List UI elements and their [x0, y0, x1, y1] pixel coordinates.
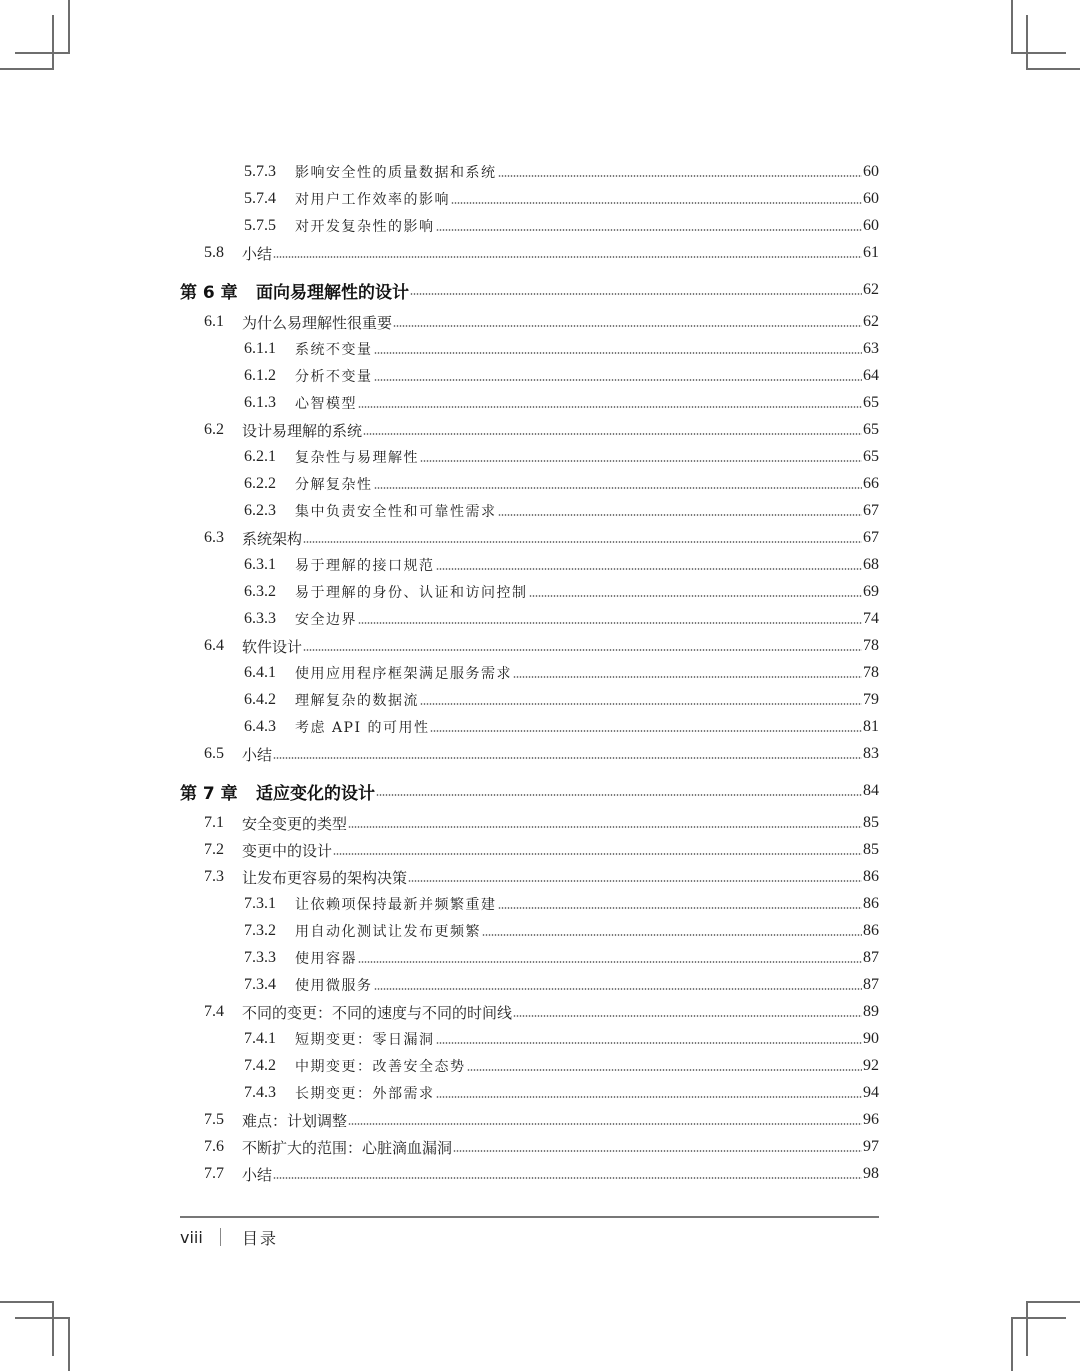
- toc-entry-number: 6.3.2: [244, 583, 276, 600]
- toc-entry-number: 6.1: [204, 313, 224, 330]
- toc-entry-title: 长期变更：外部需求: [295, 1086, 435, 1102]
- toc-entry-title: 集中负责安全性和可靠性需求: [295, 504, 497, 520]
- toc-entry-title: 软件设计: [242, 637, 303, 656]
- dot-leader: [273, 757, 862, 759]
- dot-leader: [436, 1042, 863, 1044]
- toc-entry-page-number: 62: [863, 313, 879, 330]
- dot-leader: [420, 703, 862, 705]
- toc-entry-page-number: 86: [863, 922, 879, 939]
- toc-entry-6.2[interactable]: [180, 417, 879, 443]
- toc-entry-page-number: 79: [863, 691, 879, 708]
- dot-leader: [273, 256, 862, 258]
- toc-entry-title: 考虑 API 的可用性: [295, 720, 430, 736]
- toc-entry-6.3.1[interactable]: [180, 552, 879, 578]
- dot-leader: [436, 568, 863, 570]
- dot-leader: [436, 229, 863, 231]
- toc-entry-7.7[interactable]: [180, 1161, 879, 1187]
- dot-leader: [348, 1123, 862, 1125]
- toc-entry-title: 安全边界: [295, 612, 357, 628]
- dot-leader: [363, 433, 862, 435]
- toc-entry-title: 对用户工作效率的影响: [295, 192, 450, 208]
- toc-entry-title: 分解复杂性: [295, 477, 373, 493]
- toc-entry-6.4[interactable]: [180, 633, 879, 659]
- toc-entry-7.2[interactable]: [180, 837, 879, 863]
- toc-entry-title: 为什么易理解性很重要: [242, 313, 393, 332]
- toc-entry-title: 心智模型: [295, 396, 357, 412]
- toc-entry-number: 7.4.3: [244, 1084, 276, 1101]
- toc-entry-page-number: 65: [863, 448, 879, 465]
- toc-entry-6.3.3[interactable]: [180, 606, 879, 632]
- toc-entry-7.3[interactable]: [180, 864, 879, 890]
- toc-entry-page-number: 86: [863, 895, 879, 912]
- toc-entry-ch6[interactable]: [180, 276, 879, 304]
- toc-entry-page-number: 66: [863, 475, 879, 492]
- toc-entry-page-number: 65: [863, 421, 879, 438]
- dot-leader: [513, 676, 862, 678]
- toc-entry-page-number: 64: [863, 367, 879, 384]
- dot-leader: [513, 1015, 862, 1017]
- toc-entry-page-number: 68: [863, 556, 879, 573]
- toc-entry-page-number: 61: [863, 244, 879, 261]
- toc-entry-title: 小结: [242, 1165, 273, 1184]
- toc-entry-page-number: 89: [863, 1003, 879, 1020]
- toc-entry-number: 7.3.1: [244, 895, 276, 912]
- toc-entry-number: 7.3.2: [244, 922, 276, 939]
- dot-leader: [303, 541, 862, 543]
- toc-entry-page-number: 74: [863, 610, 879, 627]
- toc-entry-title: 短期变更：零日漏洞: [295, 1032, 435, 1048]
- toc-entry-7.3.3[interactable]: [180, 945, 879, 971]
- dot-leader: [374, 352, 863, 354]
- toc-entry-page-number: 65: [863, 394, 879, 411]
- toc-entry-7.6[interactable]: [180, 1134, 879, 1160]
- toc-entry-number: 6.2.3: [244, 502, 276, 519]
- toc-entry-6.3[interactable]: [180, 525, 879, 551]
- dot-leader: [498, 175, 863, 177]
- dot-leader: [410, 293, 862, 295]
- toc-entry-title: 理解复杂的数据流: [295, 693, 419, 709]
- toc-entry-page-number: 67: [863, 529, 879, 546]
- toc-entry-number: 第 7 章: [180, 783, 238, 804]
- dot-leader: [420, 460, 862, 462]
- toc-entry-title: 易于理解的身份、认证和访问控制: [295, 585, 528, 601]
- toc-entry-page-number: 84: [863, 782, 879, 799]
- toc-entry-page-number: 63: [863, 340, 879, 357]
- toc-entry-title: 易于理解的接口规范: [295, 558, 435, 574]
- toc-entry-number: 5.8: [204, 244, 224, 261]
- toc-entry-page-number: 96: [863, 1111, 879, 1128]
- toc-entry-7.1[interactable]: [180, 810, 879, 836]
- toc-entry-7.4[interactable]: [180, 999, 879, 1025]
- toc-entry-title: 设计易理解的系统: [242, 421, 363, 440]
- dot-leader: [348, 826, 862, 828]
- toc-entry-6.4.3[interactable]: [180, 714, 879, 740]
- dot-leader: [498, 907, 863, 909]
- page-folio: viii: [180, 1227, 203, 1247]
- dot-leader: [393, 325, 862, 327]
- toc-entry-number: 6.5: [204, 745, 224, 762]
- toc-entry-number: 5.7.5: [244, 217, 276, 234]
- toc-entry-6.4.1[interactable]: [180, 660, 879, 686]
- toc-entry-number: 7.7: [204, 1165, 224, 1182]
- dot-leader: [436, 1096, 863, 1098]
- toc-entry-number: 6.2.1: [244, 448, 276, 465]
- toc-entry-title: 小结: [242, 745, 273, 764]
- toc-entry-5.7.4[interactable]: [180, 186, 879, 212]
- toc-entry-6.2.1[interactable]: [180, 444, 879, 470]
- toc-entry-title: 小结: [242, 244, 273, 263]
- toc-entry-page-number: 67: [863, 502, 879, 519]
- toc-entry-6.4.2[interactable]: [180, 687, 879, 713]
- toc-entry-7.4.2[interactable]: [180, 1053, 879, 1079]
- toc-entry-page-number: 83: [863, 745, 879, 762]
- toc-entry-title: 用自动化测试让发布更频繁: [295, 924, 481, 940]
- toc-entry-title: 不同的变更：不同的速度与不同的时间线: [242, 1003, 513, 1022]
- toc-entry-page-number: 85: [863, 841, 879, 858]
- toc-entry-page-number: 97: [863, 1138, 879, 1155]
- dot-leader: [529, 595, 863, 597]
- toc-entry-6.1[interactable]: [180, 309, 879, 335]
- toc-entry-number: 7.1: [204, 814, 224, 831]
- toc-entry-title: 复杂性与易理解性: [295, 450, 419, 466]
- toc-entry-page-number: 69: [863, 583, 879, 600]
- toc-entry-number: 6.3.3: [244, 610, 276, 627]
- toc-entry-title: 难点：计划调整: [242, 1111, 348, 1130]
- toc-entry-page-number: 85: [863, 814, 879, 831]
- toc-entry-6.2.2[interactable]: [180, 471, 879, 497]
- toc-entry-7.4.3[interactable]: [180, 1080, 879, 1106]
- toc-entry-title: 不断扩大的范围：心脏滴血漏洞: [242, 1138, 453, 1157]
- toc-entry-title: 系统架构: [242, 529, 303, 548]
- toc-entry-page-number: 60: [863, 217, 879, 234]
- toc-entry-number: 7.5: [204, 1111, 224, 1128]
- page-footer: [180, 1226, 278, 1248]
- toc-entry-5.7.3[interactable]: [180, 159, 879, 185]
- dot-leader: [376, 794, 862, 796]
- toc-entry-number: 7.3: [204, 868, 224, 885]
- dot-leader: [333, 853, 862, 855]
- toc-entry-6.2.3[interactable]: [180, 498, 879, 524]
- toc-entry-number: 6.1.3: [244, 394, 276, 411]
- toc-entry-7.3.4[interactable]: [180, 972, 879, 998]
- toc-entry-6.5[interactable]: [180, 741, 879, 767]
- toc-entry-6.1.1[interactable]: [180, 336, 879, 362]
- dot-leader: [374, 379, 863, 381]
- toc-entry-title: 对开发复杂性的影响: [295, 219, 435, 235]
- toc-entry-title: 适应变化的设计: [256, 783, 375, 804]
- footer-separator: [220, 1228, 221, 1246]
- toc-entry-title: 安全变更的类型: [242, 814, 348, 833]
- toc-entry-title: 影响安全性的质量数据和系统: [295, 165, 497, 181]
- dot-leader: [482, 934, 862, 936]
- toc-entry-number: 6.1.1: [244, 340, 276, 357]
- toc-entry-title: 让依赖项保持最新并频繁重建: [295, 897, 497, 913]
- toc-entry-page-number: 98: [863, 1165, 879, 1182]
- footer-rule: [180, 1216, 879, 1218]
- toc-entry-page-number: 60: [863, 163, 879, 180]
- toc-entry-number: 6.2: [204, 421, 224, 438]
- toc-entry-page-number: 90: [863, 1030, 879, 1047]
- toc-entry-number: 6.4: [204, 637, 224, 654]
- toc-entry-number: 6.2.2: [244, 475, 276, 492]
- toc-entry-number: 6.4.1: [244, 664, 276, 681]
- dot-leader: [358, 406, 862, 408]
- dot-leader: [303, 649, 862, 651]
- toc-entry-number: 7.4.1: [244, 1030, 276, 1047]
- toc-entry-number: 7.4: [204, 1003, 224, 1020]
- toc-entry-number: 6.3.1: [244, 556, 276, 573]
- dot-leader: [358, 622, 862, 624]
- toc-entry-number: 7.6: [204, 1138, 224, 1155]
- toc-entry-title: 使用应用程序框架满足服务需求: [295, 666, 512, 682]
- toc-entry-page-number: 81: [863, 718, 879, 735]
- dot-leader: [374, 487, 863, 489]
- dot-leader: [453, 1150, 862, 1152]
- toc-entry-page-number: 60: [863, 190, 879, 207]
- toc-entry-number: 7.3.3: [244, 949, 276, 966]
- toc-entry-page-number: 62: [863, 281, 879, 298]
- toc-entry-number: 5.7.4: [244, 190, 276, 207]
- toc-entry-7.4.1[interactable]: [180, 1026, 879, 1052]
- toc-entry-page-number: 87: [863, 976, 879, 993]
- toc-entry-6.1.2[interactable]: [180, 363, 879, 389]
- toc-entry-ch7[interactable]: [180, 777, 879, 805]
- toc-entry-page-number: 86: [863, 868, 879, 885]
- toc-entry-7.3.1[interactable]: [180, 891, 879, 917]
- toc-entry-title: 面向易理解性的设计: [256, 282, 409, 303]
- toc-entry-title: 让发布更容易的架构决策: [242, 868, 408, 887]
- dot-leader: [408, 880, 862, 882]
- toc-entry-6.3.2[interactable]: [180, 579, 879, 605]
- toc-entry-page-number: 87: [863, 949, 879, 966]
- running-head: 目录: [242, 1228, 279, 1248]
- dot-leader: [358, 961, 862, 963]
- toc-entry-number: 6.1.2: [244, 367, 276, 384]
- toc-entry-5.7.5[interactable]: [180, 213, 879, 239]
- toc-entry-number: 7.3.4: [244, 976, 276, 993]
- toc-entry-number: 6.4.3: [244, 718, 276, 735]
- dot-leader: [374, 988, 863, 990]
- toc-entry-7.5[interactable]: [180, 1107, 879, 1133]
- toc-entry-6.1.3[interactable]: [180, 390, 879, 416]
- toc-entry-page-number: 92: [863, 1057, 879, 1074]
- toc-entry-title: 系统不变量: [295, 342, 373, 358]
- toc-entry-7.3.2[interactable]: [180, 918, 879, 944]
- toc-entry-5.8[interactable]: [180, 240, 879, 266]
- toc-entry-title: 使用容器: [295, 951, 357, 967]
- toc-entry-page-number: 94: [863, 1084, 879, 1101]
- toc-entry-page-number: 78: [863, 637, 879, 654]
- toc-entry-number: 6.4.2: [244, 691, 276, 708]
- toc-entry-number: 5.7.3: [244, 163, 276, 180]
- toc-entry-title: 中期变更：改善安全态势: [295, 1059, 466, 1075]
- dot-leader: [451, 202, 862, 204]
- dot-leader: [467, 1069, 863, 1071]
- toc-entry-number: 6.3: [204, 529, 224, 546]
- toc-entry-number: 7.2: [204, 841, 224, 858]
- toc-entry-title: 分析不变量: [295, 369, 373, 385]
- dot-leader: [430, 730, 862, 732]
- dot-leader: [273, 1177, 862, 1179]
- dot-leader: [498, 514, 863, 516]
- toc-entry-title: 变更中的设计: [242, 841, 333, 860]
- toc-entry-title: 使用微服务: [295, 978, 373, 994]
- toc-entry-page-number: 78: [863, 664, 879, 681]
- toc-entry-number: 7.4.2: [244, 1057, 276, 1074]
- toc-entry-number: 第 6 章: [180, 282, 238, 303]
